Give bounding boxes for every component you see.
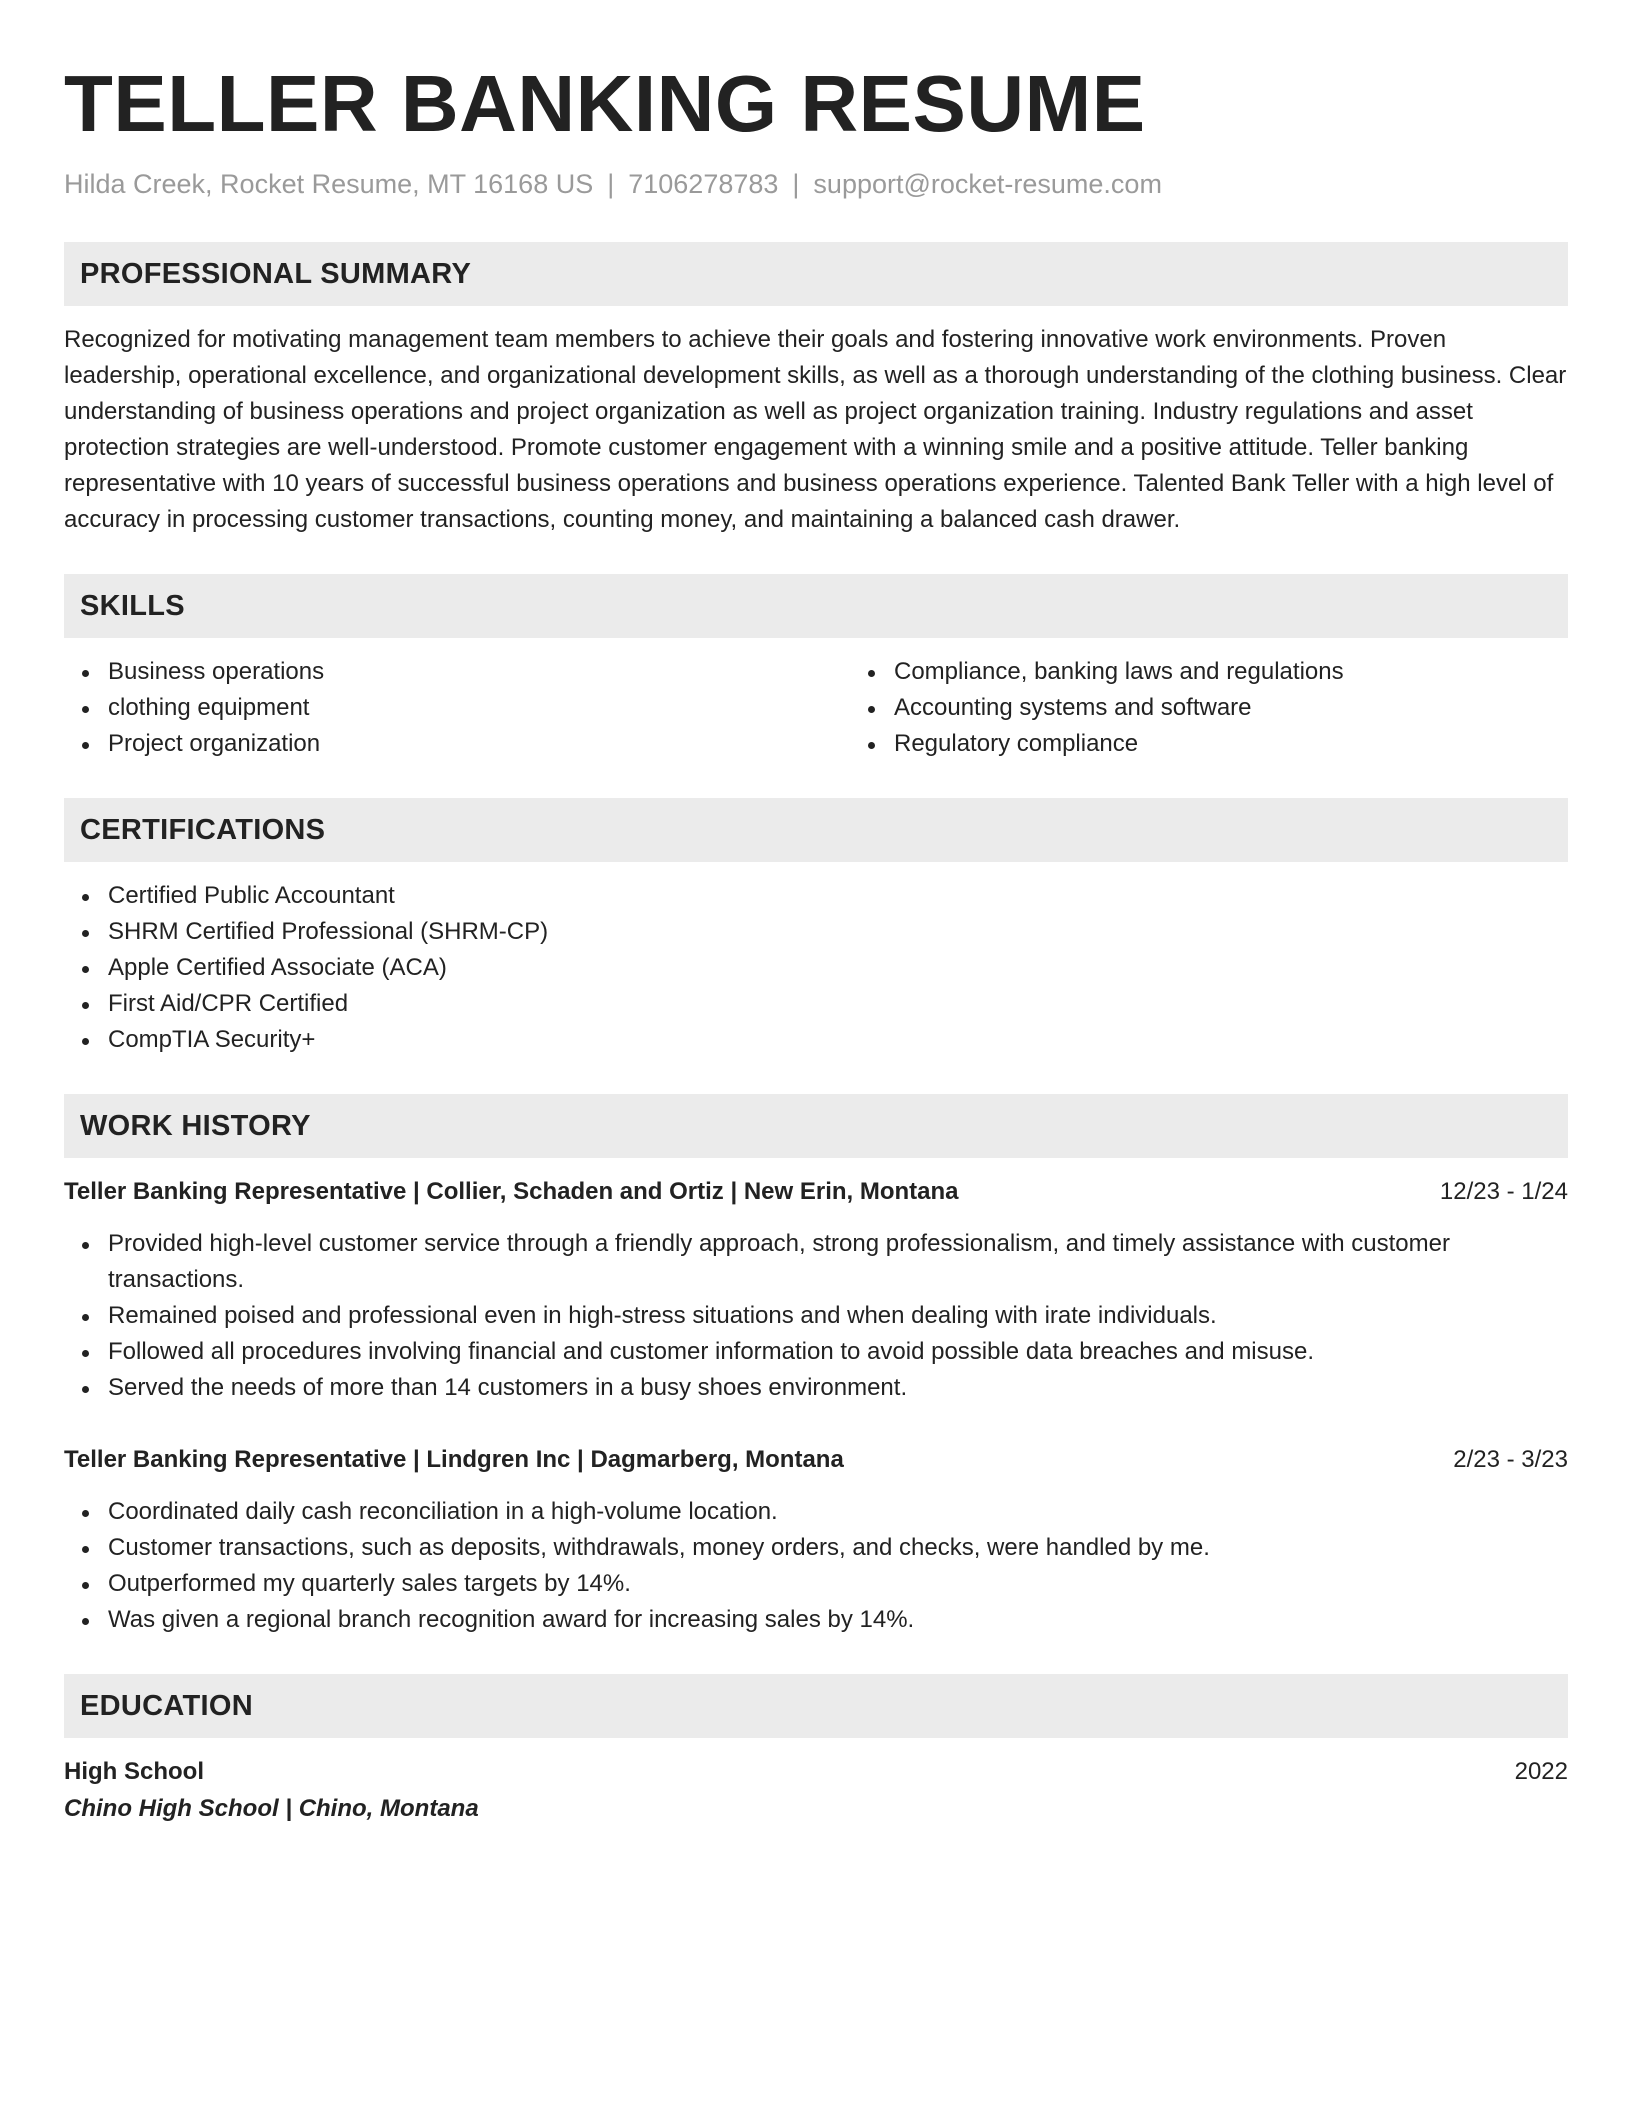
job-dates: 2/23 - 3/23 bbox=[1453, 1446, 1568, 1473]
skill-item: Regulatory compliance bbox=[894, 726, 1568, 762]
contact-separator: | bbox=[792, 169, 800, 199]
job-bullets bbox=[64, 1226, 1568, 1406]
summary-heading: PROFESSIONAL SUMMARY bbox=[64, 242, 1568, 306]
work-history-heading: WORK HISTORY bbox=[64, 1094, 1568, 1158]
education-school: Chino High School | Chino, Montana bbox=[64, 1795, 479, 1822]
job-bullet: Customer transactions, such as deposits, withdrawals, money orders, and checks, were handled by me. bbox=[108, 1530, 1568, 1566]
contact-phone: 7106278783 bbox=[628, 169, 779, 199]
education-year: 2022 bbox=[1514, 1758, 1568, 1785]
skill-item: Business operations bbox=[108, 654, 850, 690]
skill-item: Accounting systems and software bbox=[894, 690, 1568, 726]
job-bullet: Coordinated daily cash reconciliation in a high-volume location. bbox=[108, 1494, 1568, 1530]
job-bullets bbox=[64, 1494, 1568, 1638]
resume-title: TELLER BANKING RESUME bbox=[64, 59, 1146, 148]
skill-item: clothing equipment bbox=[108, 690, 850, 726]
education-degree: High School bbox=[64, 1758, 204, 1785]
education-section bbox=[64, 1674, 1568, 1828]
certifications-list bbox=[64, 878, 1568, 1058]
contact-email: support@rocket-resume.com bbox=[813, 169, 1162, 199]
contact-line bbox=[64, 166, 1568, 202]
education-heading: EDUCATION bbox=[64, 1674, 1568, 1738]
certifications-heading: CERTIFICATIONS bbox=[64, 798, 1568, 862]
job-title: Teller Banking Representative | Lindgren Inc | Dagmarberg, Montana bbox=[64, 1446, 844, 1473]
skills-grid bbox=[64, 638, 1568, 762]
summary-section bbox=[64, 242, 1568, 538]
job-bullet: Was given a regional branch recognition award for increasing sales by 14%. bbox=[108, 1602, 1568, 1638]
contact-separator: | bbox=[607, 169, 615, 199]
education-entry bbox=[64, 1754, 1568, 1828]
skills-heading: SKILLS bbox=[64, 574, 1568, 638]
skill-item: Project organization bbox=[108, 726, 850, 762]
certification-item: CompTIA Security+ bbox=[108, 1022, 1568, 1058]
certification-item: SHRM Certified Professional (SHRM-CP) bbox=[108, 914, 1568, 950]
job-header bbox=[64, 1442, 1568, 1478]
skills-section bbox=[64, 574, 1568, 762]
certifications-section bbox=[64, 798, 1568, 1058]
job-entry bbox=[64, 1174, 1568, 1406]
job-bullet: Followed all procedures involving financial and customer information to avoid possible data breaches and misuse. bbox=[108, 1334, 1568, 1370]
skill-item: Compliance, banking laws and regulations bbox=[894, 654, 1568, 690]
job-bullet: Provided high-level customer service through a friendly approach, strong professionalism, and timely assistance with customer transactions. bbox=[108, 1226, 1568, 1298]
job-title: Teller Banking Representative | Collier, Schaden and Ortiz | New Erin, Montana bbox=[64, 1178, 959, 1205]
resume-page bbox=[64, 56, 1568, 1828]
job-entry bbox=[64, 1442, 1568, 1638]
job-header bbox=[64, 1174, 1568, 1210]
contact-address: Hilda Creek, Rocket Resume, MT 16168 US bbox=[64, 169, 594, 199]
summary-text: Recognized for motivating management team members to achieve their goals and fostering innovative work environments. Proven leadership, operational excellence, and organizational development skills, as well as a thorough understanding of the clothing business. Clear understanding of business operations and project organization as well as project organization training. Industry regulations and asset protection strategies are well-understood. Promote customer engagement with a winning smile and a positive attitude. Teller banking representative with 10 years of successful business operations and business operations experience. Talented Bank Teller with a high level of accuracy in processing customer transactions, counting money, and maintaining a balanced cash drawer. bbox=[64, 326, 1567, 533]
certification-item: Certified Public Accountant bbox=[108, 878, 1568, 914]
certification-item: Apple Certified Associate (ACA) bbox=[108, 950, 1568, 986]
job-bullet: Remained poised and professional even in high-stress situations and when dealing with irate individuals. bbox=[108, 1298, 1568, 1334]
work-history-section bbox=[64, 1094, 1568, 1638]
job-bullet: Outperformed my quarterly sales targets by 14%. bbox=[108, 1566, 1568, 1602]
job-bullet: Served the needs of more than 14 customers in a busy shoes environment. bbox=[108, 1370, 1568, 1406]
skills-list-right bbox=[850, 654, 1568, 762]
education-header bbox=[64, 1754, 1568, 1790]
job-dates: 12/23 - 1/24 bbox=[1439, 1178, 1568, 1205]
certification-item: First Aid/CPR Certified bbox=[108, 986, 1568, 1022]
skills-list-left bbox=[64, 654, 850, 762]
